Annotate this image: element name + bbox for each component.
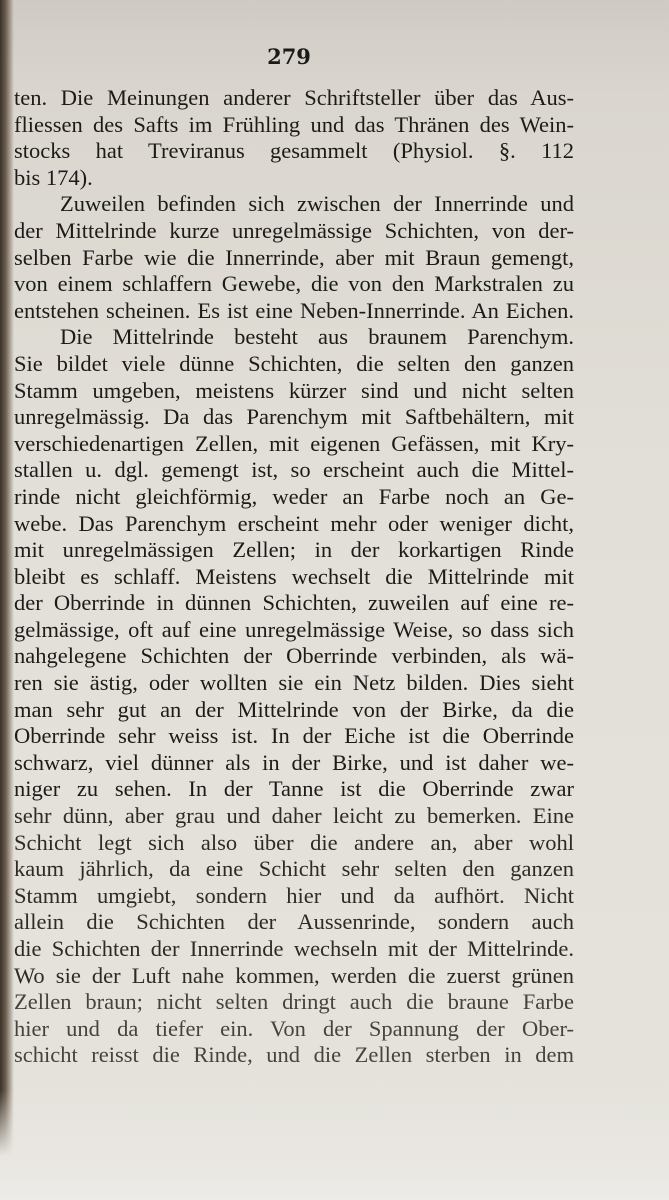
- text-line: entstehen scheinen. Es ist eine Neben-Innerrinde. An Eichen.: [14, 297, 574, 323]
- text-line: die Schichten der Innerrinde wechseln mit der Mittelrinde.: [14, 936, 574, 961]
- text-line: sehr dünn, aber grau und daher leicht zu bemerken. Eine: [14, 803, 574, 829]
- text-line: Zuweilen befinden sich zwischen der Innerrinde und: [60, 191, 574, 217]
- text-line: Zellen braun; nicht selten dringt auch die braune Farbe: [14, 989, 574, 1015]
- text-line: unregelmässig. Da das Parenchym mit Saftbehältern, mit: [14, 404, 574, 430]
- text-line: kaum jährlich, da eine Schicht sehr selten den ganzen: [14, 856, 574, 882]
- text-line: bleibt es schlaff. Meistens wechselt die Mittelrinde mit: [14, 563, 574, 589]
- body-text: [14, 85, 574, 1069]
- text-line: schicht reisst die Rinde, und die Zellen sterben in dem: [14, 1042, 574, 1068]
- text-line: Oberrinde sehr weiss ist. In der Eiche ist die Oberrinde: [14, 723, 574, 749]
- text-line: selben Farbe wie die Innerrinde, aber mit Braun gemengt,: [14, 244, 574, 270]
- text-line: gelmässige, oft auf eine unregelmässige Weise, so dass sich: [14, 616, 574, 642]
- text-line: Stamm umgiebt, sondern hier und da aufhört. Nicht: [14, 882, 574, 908]
- text-line: bis 174).: [14, 164, 93, 190]
- text-line: Sie bildet viele dünne Schichten, die selten den ganzen: [14, 350, 574, 376]
- text-line: von einem schlaffern Gewebe, die von den Markstralen zu: [14, 271, 574, 297]
- text-line: Die Mittelrinde besteht aus braunem Parenchym.: [60, 324, 574, 350]
- text-line: ten. Die Meinungen anderer Schriftsteller über das Aus-: [14, 85, 574, 110]
- text-line: niger zu sehen. In der Tanne ist die Oberrinde zwar: [14, 776, 574, 802]
- text-line: Stamm umgeben, meistens kürzer sind und nicht selten: [14, 377, 574, 403]
- text-line: verschiedenartigen Zellen, mit eigenen Gefässen, mit Kry-: [14, 430, 574, 456]
- text-line: der Oberrinde in dünnen Schichten, zuweilen auf eine re-: [14, 590, 574, 616]
- text-line: fliessen des Safts im Frühling und das Thränen des Wein-: [14, 111, 574, 137]
- text-line: stallen u. dgl. gemengt ist, so erscheint auch die Mittel-: [14, 457, 574, 483]
- text-line: Schicht legt sich also über die andere an, aber wohl: [14, 829, 574, 855]
- binding-shadow: [0, 0, 14, 1200]
- text-line: stocks hat Treviranus gesammelt (Physiol. §. 112: [14, 138, 574, 164]
- page-bottom-margin: [0, 1090, 669, 1200]
- text-line: rinde nicht gleichförmig, weder an Farbe noch an Ge-: [14, 483, 574, 509]
- text-line: der Mittelrinde kurze unregelmässige Schichten, von der-: [14, 217, 574, 243]
- text-line: ren sie ästig, oder wollten sie ein Netz bilden. Dies sieht: [14, 670, 574, 696]
- text-line: hier und da tiefer ein. Von der Spannung der Ober-: [14, 1015, 574, 1041]
- text-line: schwarz, viel dünner als in der Birke, und ist daher we-: [14, 749, 574, 775]
- text-line: man sehr gut an der Mittelrinde von der Birke, da die: [14, 696, 574, 722]
- text-line: webe. Das Parenchym erscheint mehr oder weniger dicht,: [14, 510, 574, 536]
- text-line: nahgelegene Schichten der Oberrinde verbinden, als wä-: [14, 643, 574, 669]
- text-line: Wo sie der Luft nahe kommen, werden die zuerst grünen: [14, 962, 574, 988]
- page-number: 279: [267, 44, 311, 69]
- text-line: mit unregelmässigen Zellen; in der korkartigen Rinde: [14, 537, 574, 563]
- text-line: allein die Schichten der Aussenrinde, sondern auch: [14, 909, 574, 935]
